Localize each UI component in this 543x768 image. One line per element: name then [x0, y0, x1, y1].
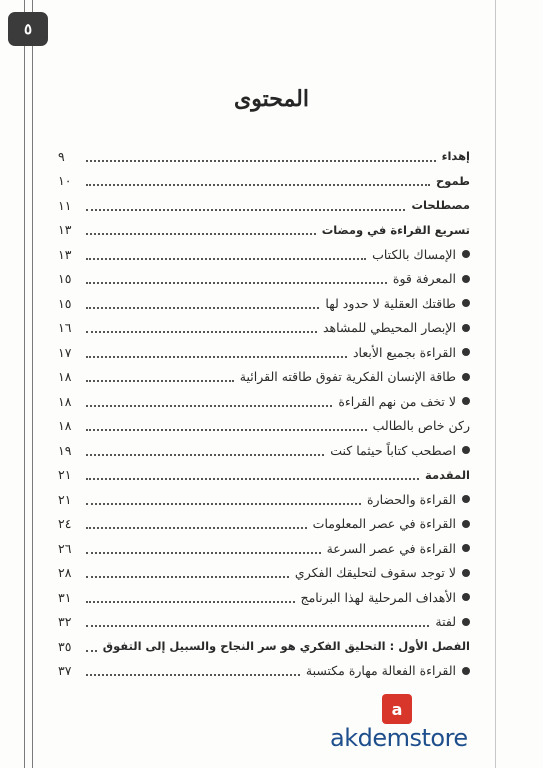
dot-leader [86, 551, 321, 554]
toc-row [58, 463, 470, 488]
watermark-logo [330, 694, 478, 756]
toc-row [58, 487, 470, 512]
dot-leader [86, 428, 367, 431]
toc-row [58, 144, 470, 169]
bullet-icon [462, 275, 470, 283]
toc-row [58, 634, 470, 659]
toc-entry-page: ٢٨ [58, 565, 72, 581]
dot-leader [86, 330, 317, 333]
toc-row [58, 169, 470, 194]
toc-entry-page: ١٥ [58, 295, 72, 311]
toc-entry-label: القراءة في عصر المعلومات [312, 516, 456, 532]
toc-row [58, 512, 470, 537]
dot-leader [86, 306, 319, 309]
toc-entry-label: ركن خاص بالطالب [372, 418, 470, 434]
bullet-icon [462, 324, 470, 332]
bullet-icon [462, 618, 470, 626]
toc-row [58, 561, 470, 586]
toc-entry-page: ١٩ [58, 442, 72, 458]
toc-row [58, 340, 470, 365]
toc-entry-label: الإبصار المحيطي للمشاهد [322, 320, 456, 336]
toc-row [58, 193, 470, 218]
toc-entry-page: ٢١ [58, 467, 72, 483]
toc-entry-label: الإمساك بالكتاب [372, 246, 456, 262]
toc-entry-page: ٣٢ [58, 614, 72, 630]
toc-entry-page: ٢٤ [58, 516, 72, 532]
toc-row [58, 242, 470, 267]
toc-row [58, 585, 470, 610]
margin-line [24, 0, 25, 768]
toc-entry-page: ١٣ [58, 222, 72, 238]
toc-row [58, 659, 470, 684]
toc-row [58, 291, 470, 316]
toc-entry-label: المعرفة قوة [392, 271, 456, 287]
dot-leader [86, 673, 300, 676]
toc-entry-label: مصطلحات [411, 198, 470, 213]
toc-entry-page: ١٧ [58, 344, 72, 360]
dot-leader [86, 526, 307, 529]
toc-entry-label: القراءة بجميع الأبعاد [352, 344, 456, 360]
toc-entry-label: اصطحب كتاباً حيثما كنت [330, 442, 456, 458]
page-number: ٥ [23, 20, 33, 38]
bullet-icon [462, 667, 470, 675]
toc-row [58, 610, 470, 635]
dot-leader [86, 453, 324, 456]
toc-entry-page: ٣١ [58, 589, 72, 605]
toc-entry-page: ١٣ [58, 246, 72, 262]
toc-entry-label: القراءة في عصر السرعة [326, 540, 456, 556]
bullet-icon [462, 544, 470, 552]
toc-entry-label: الأهداف المرحلية لهذا البرنامج [300, 589, 456, 605]
dot-leader [86, 355, 347, 358]
toc-row [58, 438, 470, 463]
bullet-icon [462, 250, 470, 258]
toc-entry-page: ١٥ [58, 271, 72, 287]
toc-entry-label: الفصل الأول : التحليق الفكري هو سر النجاح والسبيل إلى التفوق [102, 639, 470, 654]
toc-entry-page: ١٨ [58, 393, 72, 409]
toc-entry-label: طاقة الإنسان الفكرية تفوق طاقته القرائية [239, 369, 456, 385]
table-of-contents [58, 144, 470, 683]
toc-entry-label: المقدمة [425, 467, 470, 482]
toc-entry-page: ١٦ [58, 320, 72, 336]
book-icon [382, 694, 412, 724]
toc-entry-label: لا توجد سقوف لتحليقك الفكري [294, 565, 456, 581]
margin-line [32, 0, 33, 768]
brand-name: akdemstore [330, 724, 468, 752]
dot-leader [86, 281, 387, 284]
toc-entry-page: ٣٧ [58, 663, 72, 679]
toc-entry-page: ١١ [58, 197, 72, 213]
toc-entry-label: طموح [435, 173, 470, 188]
toc-row [58, 316, 470, 341]
bullet-icon [462, 593, 470, 601]
toc-entry-page: ١٨ [58, 418, 72, 434]
dot-leader [86, 502, 361, 505]
bullet-icon [462, 397, 470, 405]
toc-entry-label: إهداء [441, 149, 470, 164]
bullet-icon [462, 446, 470, 454]
toc-entry-page: ١٠ [58, 173, 72, 189]
dot-leader [86, 257, 366, 260]
toc-entry-label: طاقتك العقلية لا حدود لها [325, 295, 456, 311]
toc-entry-page: ٣٥ [58, 638, 72, 654]
toc-entry-page: ١٨ [58, 369, 72, 385]
toc-entry-page: ٢١ [58, 491, 72, 507]
toc-row [58, 267, 470, 292]
gutter-line [495, 0, 496, 768]
page-title: المحتوى [234, 86, 309, 112]
toc-row [58, 414, 470, 439]
toc-entry-label: لفتة [435, 614, 456, 630]
toc-row [58, 218, 470, 243]
toc-entry-label: تسريع القراءة في ومضات [321, 222, 470, 237]
dot-leader [86, 477, 419, 480]
bullet-icon [462, 569, 470, 577]
dot-leader [86, 575, 289, 578]
toc-row [58, 389, 470, 414]
dot-leader [86, 159, 436, 162]
toc-entry-label: القراءة الفعالة مهارة مكتسبة [305, 663, 456, 679]
dot-leader [86, 600, 295, 603]
bullet-icon [462, 373, 470, 381]
toc-entry-label: لا تخف من نهم القراءة [338, 393, 456, 409]
bullet-icon [462, 348, 470, 356]
toc-entry-label: القراءة والحضارة [367, 491, 456, 507]
toc-row [58, 365, 470, 390]
logo-icon-letter: a [391, 699, 403, 719]
dot-leader [86, 649, 97, 652]
toc-entry-page: ٢٦ [58, 540, 72, 556]
dot-leader [86, 624, 429, 627]
page-number-badge [8, 12, 48, 46]
dot-leader [86, 183, 430, 186]
dot-leader [86, 208, 405, 211]
bullet-icon [462, 299, 470, 307]
dot-leader [86, 232, 316, 235]
bullet-icon [462, 495, 470, 503]
dot-leader [86, 404, 332, 407]
toc-row [58, 536, 470, 561]
bullet-icon [462, 520, 470, 528]
dot-leader [86, 379, 234, 382]
toc-entry-page: ٩ [58, 148, 65, 164]
